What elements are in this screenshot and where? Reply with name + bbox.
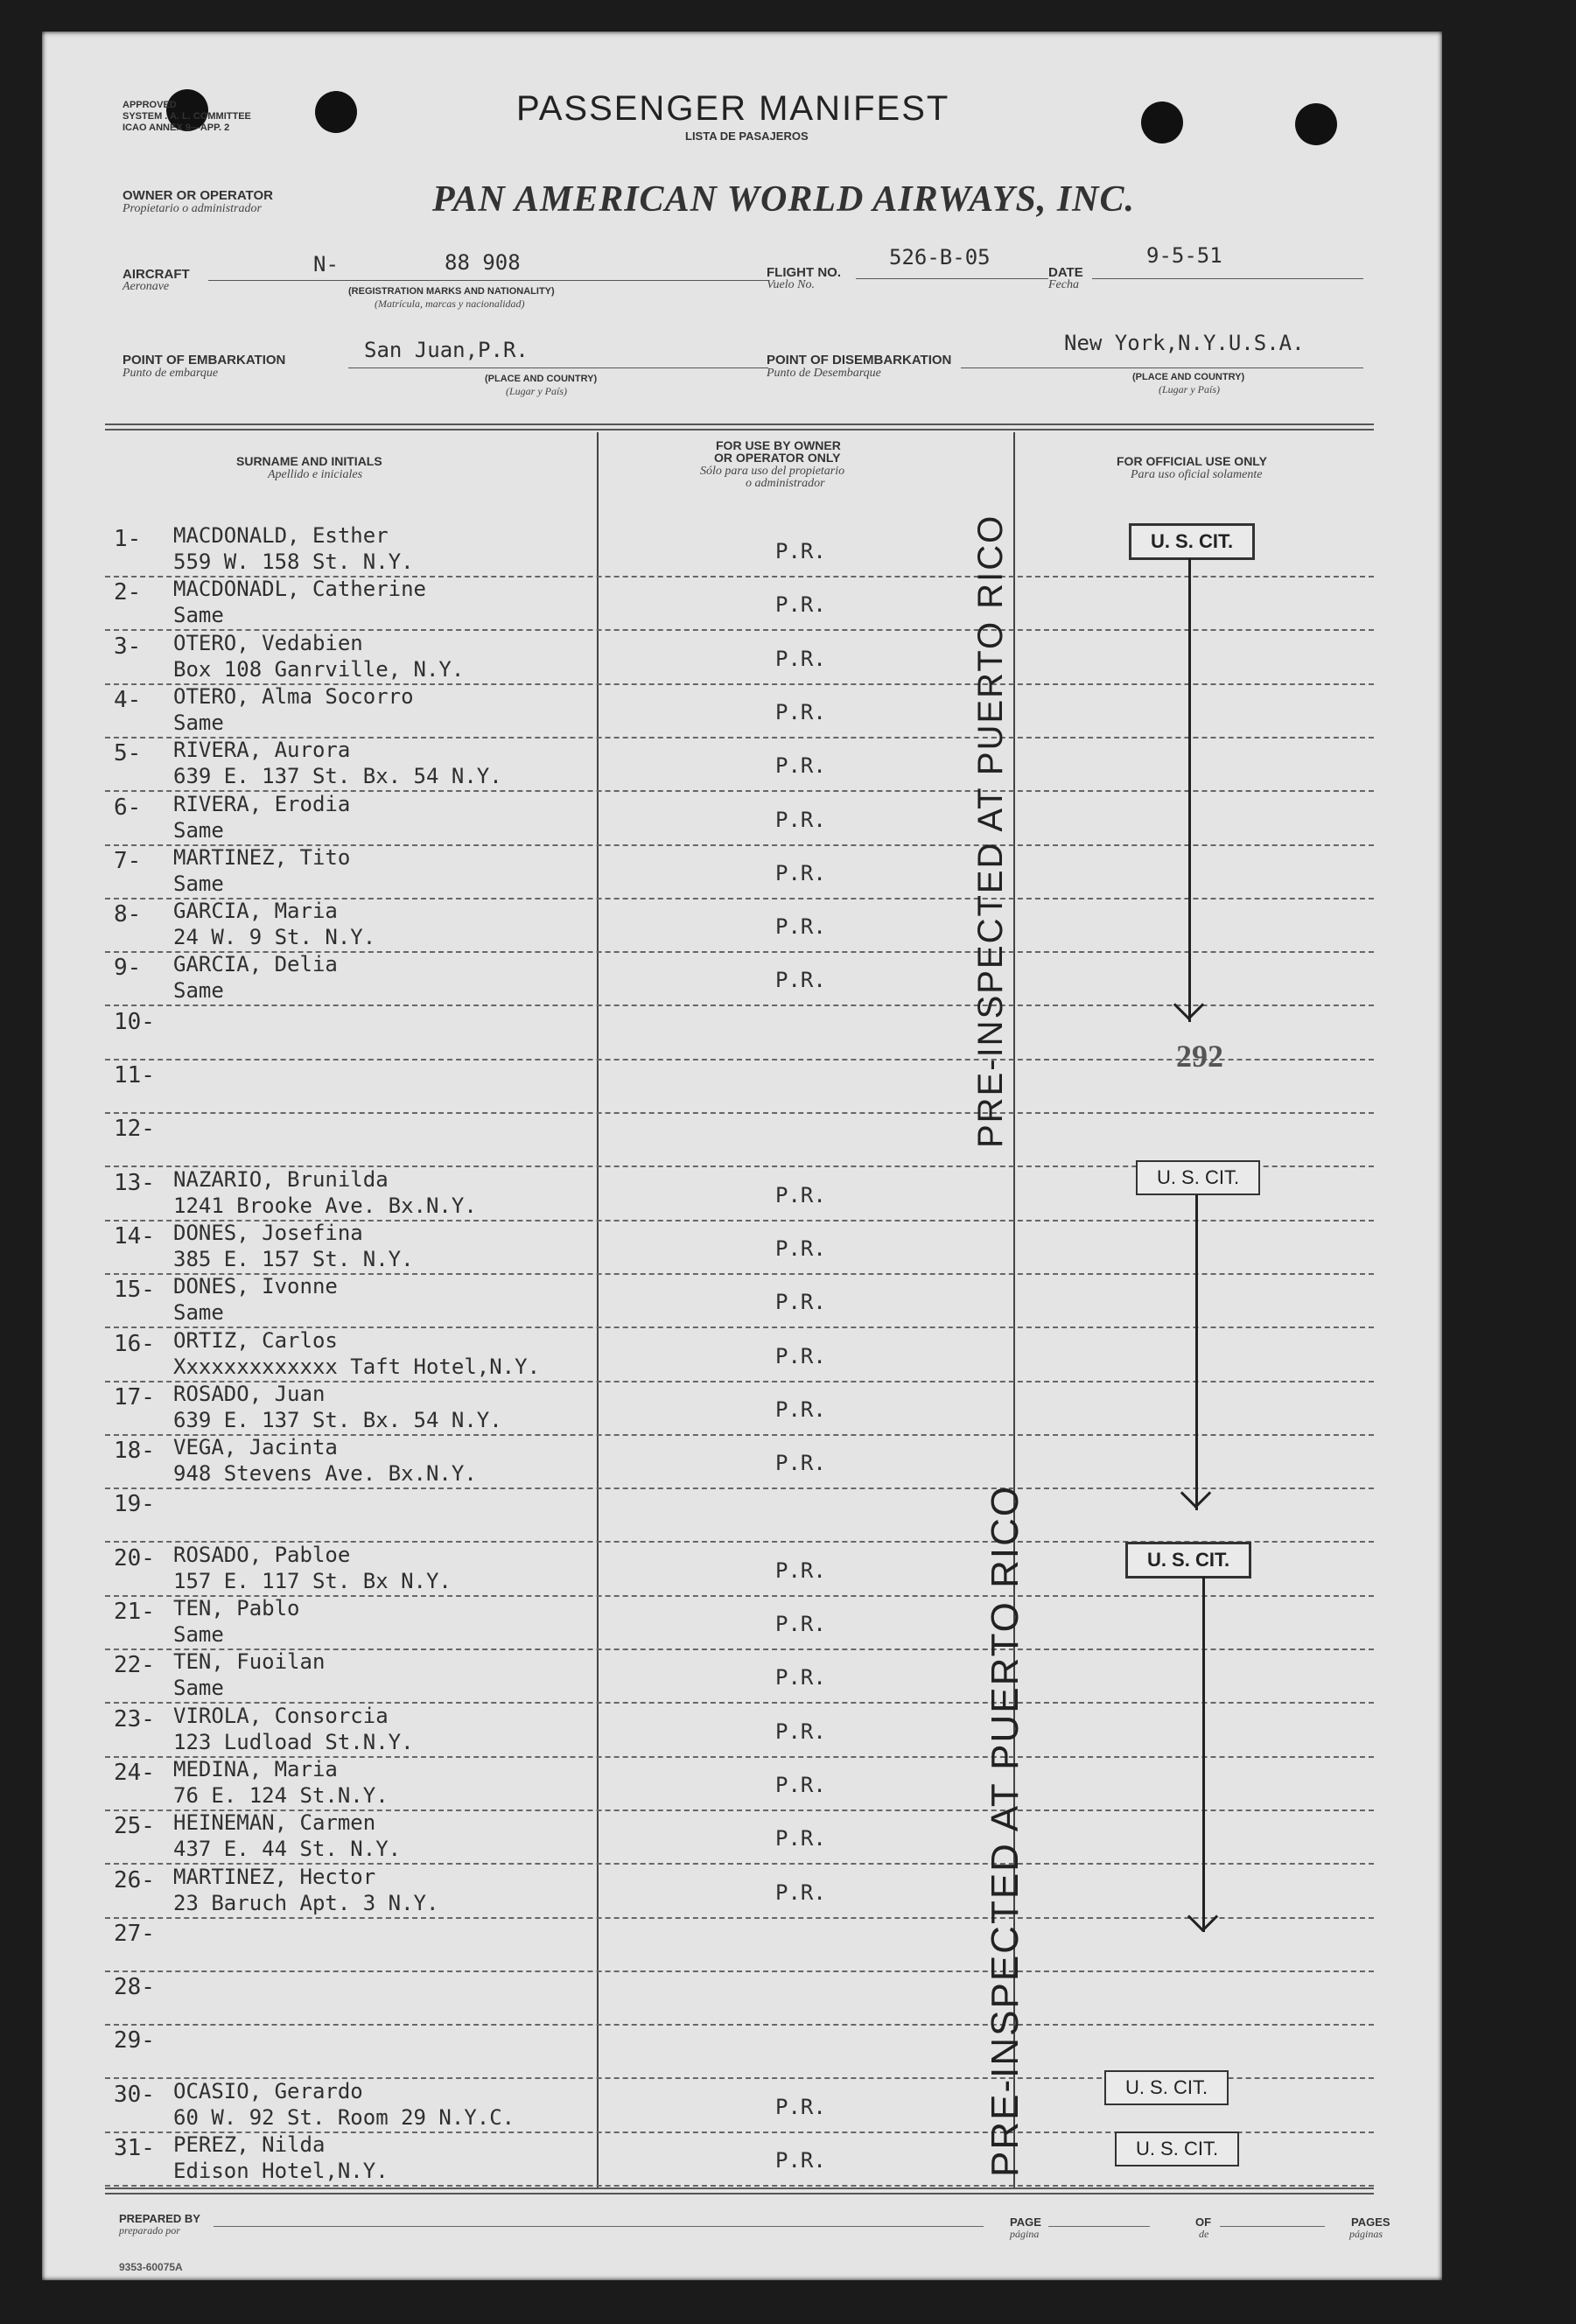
row-number: 18- [114, 1438, 155, 1465]
passenger-name: VEGA, Jacinta [173, 1435, 338, 1460]
passenger-name: VIROLA, Consorcia [173, 1703, 389, 1728]
embark-place-caption: (PLACE AND COUNTRY) [485, 374, 598, 384]
table-row [42, 1221, 1442, 1274]
passenger-address: 639 E. 137 St. Bx. 54 N.Y. [173, 1407, 502, 1432]
passenger-address: 639 E. 137 St. Bx. 54 N.Y. [173, 764, 502, 789]
operator-mark: P.R. [775, 1558, 826, 1583]
operator-mark: P.R. [775, 1182, 826, 1208]
row-number: 5- [114, 740, 142, 767]
passenger-address: 76 E. 124 St.N.Y. [173, 1782, 389, 1808]
passenger-address: Box 108 Ganrville, N.Y. [173, 656, 465, 682]
prepared-label: PREPARED BY [119, 2212, 200, 2225]
preinspected-stamp-upper: PRE-INSPECTED AT PUERTO RICO [971, 514, 1010, 1148]
approval-line: SYSTEM . A. L. COMMITTEE [123, 111, 251, 122]
disembarkation-value: New York,N.Y.U.S.A. [1064, 331, 1305, 355]
passenger-address: 559 W. 158 St. N.Y. [173, 550, 414, 574]
form-number: 9353-60075A [119, 2261, 183, 2273]
row-number: 29- [114, 2027, 155, 2054]
row-number: 4- [114, 686, 142, 713]
passenger-name: MARTINEZ, Tito [173, 844, 351, 870]
table-row [42, 1060, 1442, 1113]
us-cit-stamp: U. S. CIT. [1115, 2132, 1239, 2166]
operator-mark: P.R. [775, 1396, 826, 1422]
embark-place-caption-es: (Lugar y País) [506, 385, 567, 397]
passenger-name: OCASIO, Gerardo [173, 2078, 363, 2104]
row-number: 24- [114, 1759, 155, 1786]
passenger-address: Same [173, 1622, 224, 1647]
operator-mark: P.R. [775, 1718, 826, 1744]
passenger-name: PEREZ, Nilda [173, 2132, 326, 2157]
passenger-address: Same [173, 871, 224, 896]
preinspected-stamp-lower: PRE-INSPECTED AT PUERTO RICO [984, 1484, 1026, 2177]
bracket-arrow [1195, 1195, 1198, 1510]
operator-name: PAN AMERICAN WORLD AIRWAYS, INC. [432, 179, 1136, 220]
row-number: 14- [114, 1222, 155, 1250]
of-label-es: de [1199, 2228, 1209, 2240]
embarkation-label: POINT OF EMBARKATION [123, 353, 286, 368]
passenger-name: MARTINEZ, Hector [173, 1864, 376, 1889]
passenger-address: 1241 Brooke Ave. Bx.N.Y. [173, 1193, 477, 1218]
passenger-address: 24 W. 9 St. N.Y. [173, 925, 376, 950]
operator-mark: P.R. [775, 1826, 826, 1852]
owner-label-es: Propietario o administrador [123, 202, 262, 215]
row-number: 16- [114, 1330, 155, 1357]
passenger-address: 157 E. 117 St. Bx N.Y. [173, 1568, 452, 1593]
row-number: 20- [114, 1544, 155, 1572]
table-row [42, 1810, 1442, 1864]
operator-mark: P.R. [775, 539, 826, 564]
operator-mark: P.R. [775, 1772, 826, 1797]
passenger-name: ROSADO, Juan [173, 1381, 326, 1406]
embarkation-label-es: Punto de embarque [123, 367, 219, 380]
operator-mark: P.R. [775, 968, 826, 993]
col-owner-header: OR OPERATOR ONLY [714, 451, 841, 465]
operator-mark: P.R. [775, 1665, 826, 1690]
table-row [42, 899, 1442, 952]
registration-prefix: N- [313, 252, 339, 276]
passenger-address: 23 Baruch Apt. 3 N.Y. [173, 1890, 439, 1915]
operator-mark: P.R. [775, 860, 826, 886]
operator-mark: P.R. [775, 1451, 826, 1476]
punch-hole [1295, 103, 1337, 145]
approval-line: ICAO ANNEX 9—APP. 2 [123, 122, 230, 133]
embarkation-value: San Juan,P.R. [364, 338, 529, 362]
date-label: DATE [1048, 265, 1083, 280]
operator-mark: P.R. [775, 1290, 826, 1315]
passenger-address: 385 E. 157 St. N.Y. [173, 1246, 414, 1271]
disembarkation-label-es: Punto de Desembarque [767, 367, 881, 380]
punch-hole [1141, 102, 1183, 144]
passenger-address: 948 Stevens Ave. Bx.N.Y. [173, 1461, 477, 1487]
passenger-address: Same [173, 1300, 224, 1326]
table-row [42, 2079, 1442, 2132]
table-row [42, 1006, 1442, 1060]
flight-date: 9-5-51 [1146, 243, 1222, 268]
col-official-header-es: Para uso oficial solamente [1131, 468, 1263, 481]
bracket-arrow [1202, 1577, 1205, 1932]
flight-label: FLIGHT NO. [767, 265, 841, 280]
row-number: 11- [114, 1062, 155, 1088]
row-number: 13- [114, 1169, 155, 1196]
date-label-es: Fecha [1048, 278, 1079, 291]
approval-block [123, 100, 251, 134]
row-number: 19- [114, 1491, 155, 1518]
passenger-name: TEN, Pablo [173, 1596, 300, 1620]
row-number: 15- [114, 1277, 155, 1304]
passenger-name: MEDINA, Maria [173, 1756, 338, 1782]
passenger-name: GARCIA, Maria [173, 899, 338, 924]
passenger-address: Same [173, 978, 224, 1004]
disembarkation-label: POINT OF DISEMBARKATION [767, 353, 952, 368]
table-row [42, 952, 1442, 1005]
passenger-name: ROSADO, Pabloe [173, 1542, 351, 1567]
passenger-address: Xxxxxxxxxxxxx Taft Hotel,N.Y. [173, 1354, 541, 1379]
row-number: 9- [114, 955, 142, 982]
passenger-name: OTERO, Alma Socorro [173, 683, 414, 709]
flight-number: 526-B-05 [889, 245, 991, 270]
aircraft-label-es: Aeronave [123, 280, 170, 293]
passenger-name: DONES, Josefina [173, 1220, 363, 1245]
col-owner-header-es: Sólo para uso del propietario [700, 465, 845, 478]
disembark-place-caption: (PLACE AND COUNTRY) [1132, 372, 1245, 382]
col-owner-header-es: o administrador [746, 477, 825, 490]
us-cit-stamp: U. S. CIT. [1136, 1160, 1260, 1195]
passenger-address: Edison Hotel,N.Y. [173, 2159, 389, 2183]
table-row [42, 1704, 1442, 1757]
row-number: 1- [114, 526, 142, 552]
operator-mark: P.R. [775, 914, 826, 940]
manifest-sheet [42, 32, 1442, 2280]
row-number: 31- [114, 2135, 155, 2161]
operator-mark: P.R. [775, 1343, 826, 1368]
passenger-name: DONES, Ivonne [173, 1274, 338, 1299]
operator-mark: P.R. [775, 1880, 826, 1905]
page-subtitle: LISTA DE PASAJEROS [685, 130, 809, 143]
table-row [42, 1435, 1442, 1488]
col-official-header: FOR OFFICIAL USE ONLY [1117, 454, 1267, 468]
row-number: 17- [114, 1383, 155, 1410]
page-label: PAGE [1010, 2216, 1041, 2229]
operator-mark: P.R. [775, 1612, 826, 1636]
row-divider [105, 2185, 1374, 2187]
table-row [42, 792, 1442, 845]
passenger-name: TEN, Fuoilan [173, 1649, 326, 1675]
owner-label: OWNER OR OPERATOR [123, 188, 273, 203]
passenger-name: RIVERA, Aurora [173, 738, 351, 763]
passenger-name: OTERO, Vedabien [173, 630, 363, 655]
table-row [42, 1382, 1442, 1435]
operator-mark: P.R. [775, 1236, 826, 1261]
passenger-name: MACDONADL, Catherine [173, 577, 426, 602]
table-row [42, 1918, 1442, 1971]
page-label-es: página [1010, 2228, 1040, 2240]
prepared-label-es: preparado por [119, 2224, 180, 2236]
operator-mark: P.R. [775, 699, 826, 724]
col-owner-header: FOR USE BY OWNER [716, 438, 841, 452]
row-number: 23- [114, 1705, 155, 1732]
table-row [42, 2025, 1442, 2078]
pages-label-es: páginas [1349, 2228, 1383, 2240]
passenger-address: Same [173, 1676, 224, 1701]
table-row [42, 631, 1442, 684]
registration-caption-es: (Matrícula, marcas y nacionalidad) [375, 298, 525, 310]
passenger-name: ORTIZ, Carlos [173, 1327, 338, 1353]
row-number: 26- [114, 1866, 155, 1894]
row-number: 21- [114, 1599, 155, 1625]
table-row [42, 845, 1442, 899]
table-row [42, 577, 1442, 630]
us-cit-stamp: U. S. CIT. [1104, 2070, 1229, 2105]
count-stamp: 292 [1176, 1039, 1223, 1074]
table-row [42, 684, 1442, 738]
row-number: 6- [114, 794, 142, 821]
pages-label: PAGES [1351, 2216, 1390, 2229]
passenger-name: GARCIA, Delia [173, 952, 338, 977]
table-row [42, 738, 1442, 791]
operator-mark: P.R. [775, 646, 826, 671]
row-number: 10- [114, 1008, 155, 1035]
table-row [42, 1649, 1442, 1703]
passenger-address: Same [173, 603, 224, 628]
passenger-address: 123 Ludload St.N.Y. [173, 1729, 414, 1754]
row-number: 30- [114, 2081, 155, 2108]
table-row [42, 1328, 1442, 1382]
registration-value: 88 908 [445, 250, 521, 275]
table-row [42, 1596, 1442, 1649]
row-number: 22- [114, 1652, 155, 1679]
passenger-name: NAZARIO, Brunilda [173, 1166, 389, 1192]
punch-hole [315, 91, 357, 133]
passenger-name: MACDONALD, Esther [173, 523, 389, 548]
row-number: 2- [114, 579, 142, 606]
table-row [42, 1488, 1442, 1542]
passenger-name: HEINEMAN, Carmen [173, 1810, 376, 1836]
passenger-address: 437 E. 44 St. N.Y. [173, 1837, 402, 1862]
operator-mark: P.R. [775, 2148, 826, 2173]
page-title: PASSENGER MANIFEST [516, 89, 950, 128]
of-label: OF [1195, 2216, 1212, 2229]
col-surname-header: SURNAME AND INITIALS [236, 454, 382, 468]
passenger-address: Same [173, 817, 224, 843]
operator-mark: P.R. [775, 2094, 826, 2119]
operator-mark: P.R. [775, 753, 826, 779]
row-number: 27- [114, 1920, 155, 1947]
row-number: 7- [114, 847, 142, 874]
operator-mark: P.R. [775, 807, 826, 832]
registration-caption: (REGISTRATION MARKS AND NATIONALITY) [348, 286, 555, 297]
us-cit-stamp: U. S. CIT. [1129, 523, 1255, 560]
aircraft-label: AIRCRAFT [123, 267, 190, 282]
table-row [42, 1757, 1442, 1810]
table-row [42, 1971, 1442, 2025]
row-number: 25- [114, 1813, 155, 1840]
passenger-name: RIVERA, Erodia [173, 791, 351, 816]
approval-line: APPROVED [123, 100, 177, 110]
disembark-place-caption-es: (Lugar y País) [1159, 383, 1220, 396]
table-row [42, 1113, 1442, 1166]
flight-label-es: Vuelo No. [767, 278, 815, 291]
operator-mark: P.R. [775, 592, 826, 618]
table-row [42, 1274, 1442, 1327]
us-cit-stamp: U. S. CIT. [1125, 1542, 1251, 1578]
table-row [42, 1865, 1442, 1918]
passenger-address: 60 W. 92 St. Room 29 N.Y.C. [173, 2104, 515, 2130]
passenger-address: Same [173, 710, 224, 735]
row-number: 3- [114, 633, 142, 660]
row-number: 28- [114, 1974, 155, 2001]
row-number: 8- [114, 901, 142, 928]
row-number: 12- [114, 1116, 155, 1143]
bracket-arrow [1188, 558, 1191, 1022]
col-surname-header-es: Apellido e iniciales [268, 468, 363, 481]
